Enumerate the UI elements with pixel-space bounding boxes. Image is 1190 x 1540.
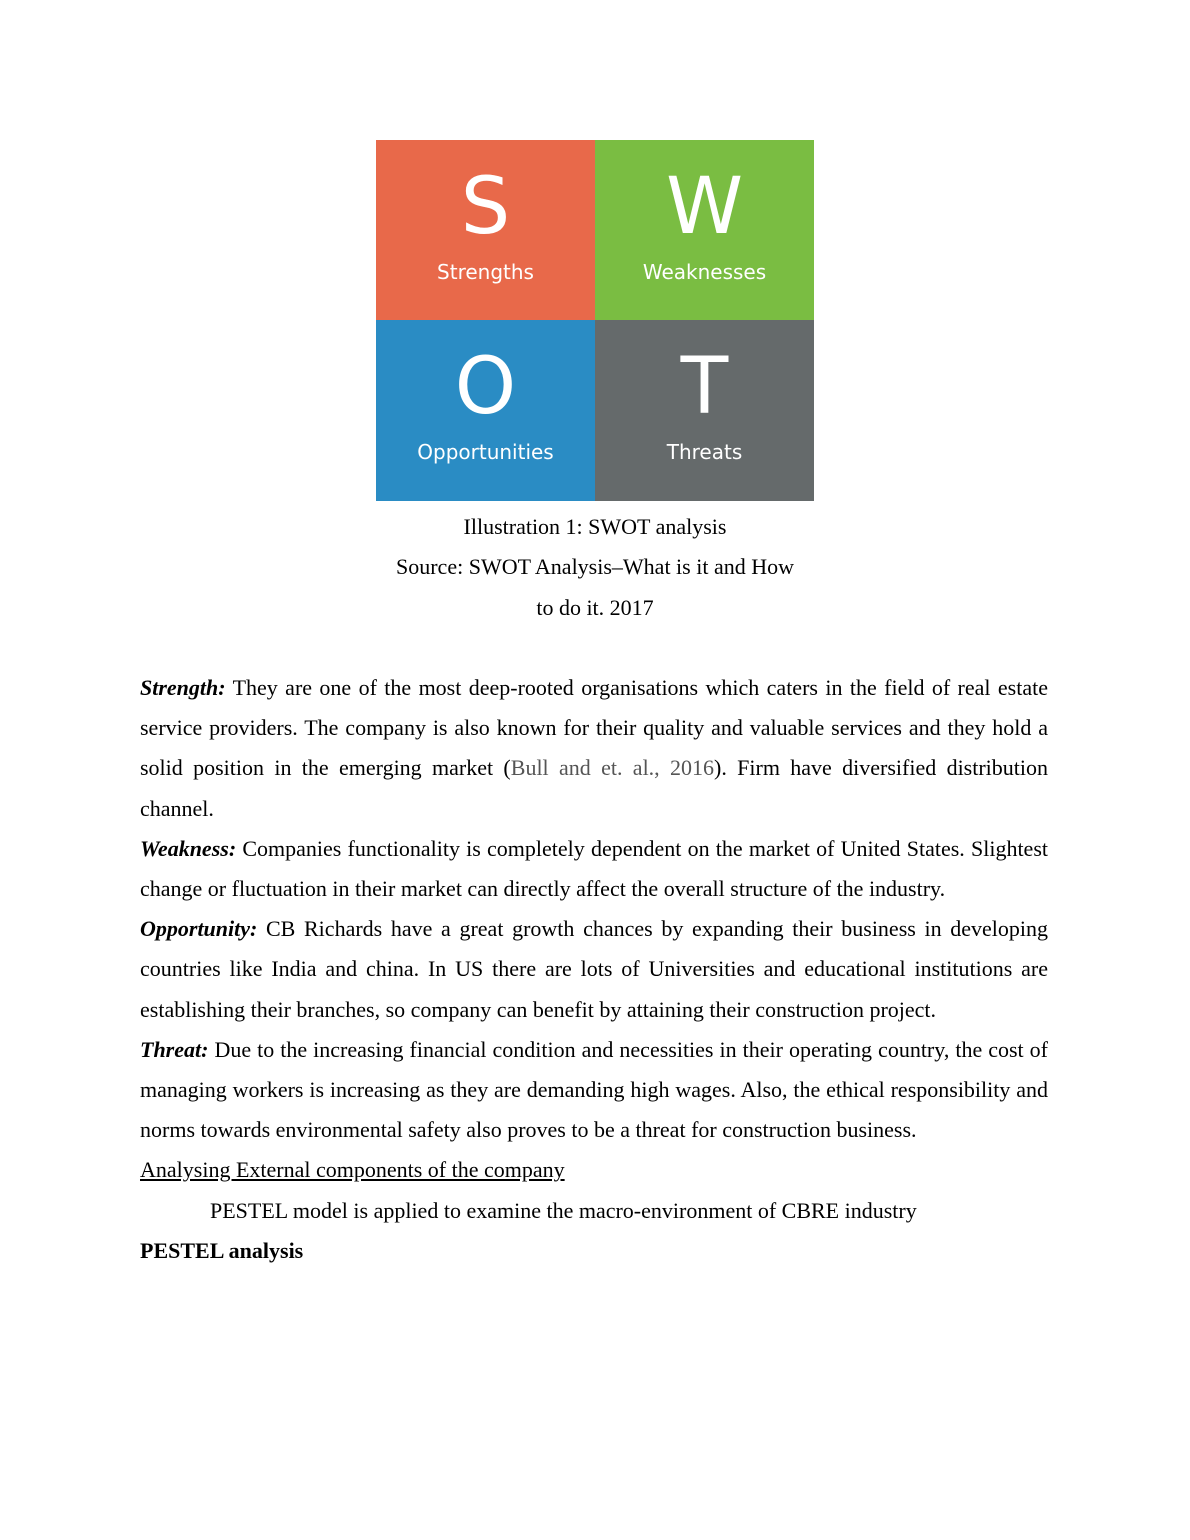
illustration-source-line2: to do it. 2017 bbox=[536, 595, 654, 620]
external-heading bbox=[140, 1150, 1048, 1190]
swot-letter-w: W bbox=[665, 162, 744, 252]
opportunity-paragraph bbox=[140, 909, 1048, 1030]
strength-text-before: They are one of the most deep-rooted organisations which caters in the field of real estate service providers. The company is also known for their quality and valuable services and they hold a solid position in the emerging market ( bbox=[140, 675, 1048, 781]
strength-citation: Bull and et. al., 2016 bbox=[510, 755, 715, 781]
swot-letter-o: O bbox=[454, 342, 517, 432]
weakness-label: Weakness: bbox=[140, 835, 237, 861]
swot-letter-t: T bbox=[680, 342, 729, 432]
swot-illustration bbox=[376, 140, 814, 501]
weakness-paragraph bbox=[140, 829, 1048, 909]
pestel-heading: PESTEL analysis bbox=[140, 1237, 304, 1263]
document-body bbox=[140, 668, 1048, 1271]
swot-label-threats: Threats bbox=[666, 440, 743, 464]
strength-paragraph bbox=[140, 668, 1048, 829]
swot-tile-opportunities bbox=[376, 320, 595, 501]
opportunity-text: CB Richards have a great growth chances by expanding their business in developing countries like India and china. In US there are lots of Universities and educational institutions are establishing their branches, so company can benefit by attaining their construction project. bbox=[140, 916, 1048, 1022]
illustration-source-line1: Source: SWOT Analysis–What is it and How bbox=[396, 554, 794, 579]
swot-label-opportunities: Opportunities bbox=[417, 440, 554, 464]
swot-label-weaknesses: Weaknesses bbox=[642, 260, 767, 284]
swot-tile-threats bbox=[595, 320, 814, 501]
strength-label: Strength: bbox=[140, 675, 226, 700]
opportunity-label: Opportunity: bbox=[140, 916, 258, 942]
swot-tile-weaknesses bbox=[595, 140, 814, 320]
strength-text-after: ). Firm have diversified distribution channel. bbox=[140, 755, 1049, 821]
swot-letter-s: S bbox=[460, 162, 511, 252]
weakness-text: Companies functionality is completely dependent on the market of United States. Slightest change or fluctuation in their market can directly affect the overall structure of the industry. bbox=[140, 835, 1048, 902]
external-heading-text: Analysing External components of the company bbox=[140, 1157, 565, 1183]
threat-paragraph bbox=[140, 1030, 1048, 1151]
threat-label: Threat: bbox=[140, 1036, 209, 1062]
swot-tile-strengths bbox=[376, 140, 595, 320]
pestel-intro: PESTEL model is applied to examine the macro-environment of CBRE industry bbox=[210, 1197, 917, 1223]
illustration-caption: Illustration 1: SWOT analysis bbox=[463, 514, 727, 539]
threat-text: Due to the increasing financial condition and necessities in their operating country, the cost of managing workers is increasing as they are demanding high wages. Also, the ethical responsibility and norms towards environmental safety also proves to be a threat for construction business. bbox=[140, 1036, 1048, 1143]
swot-label-strengths: Strengths bbox=[437, 260, 534, 284]
